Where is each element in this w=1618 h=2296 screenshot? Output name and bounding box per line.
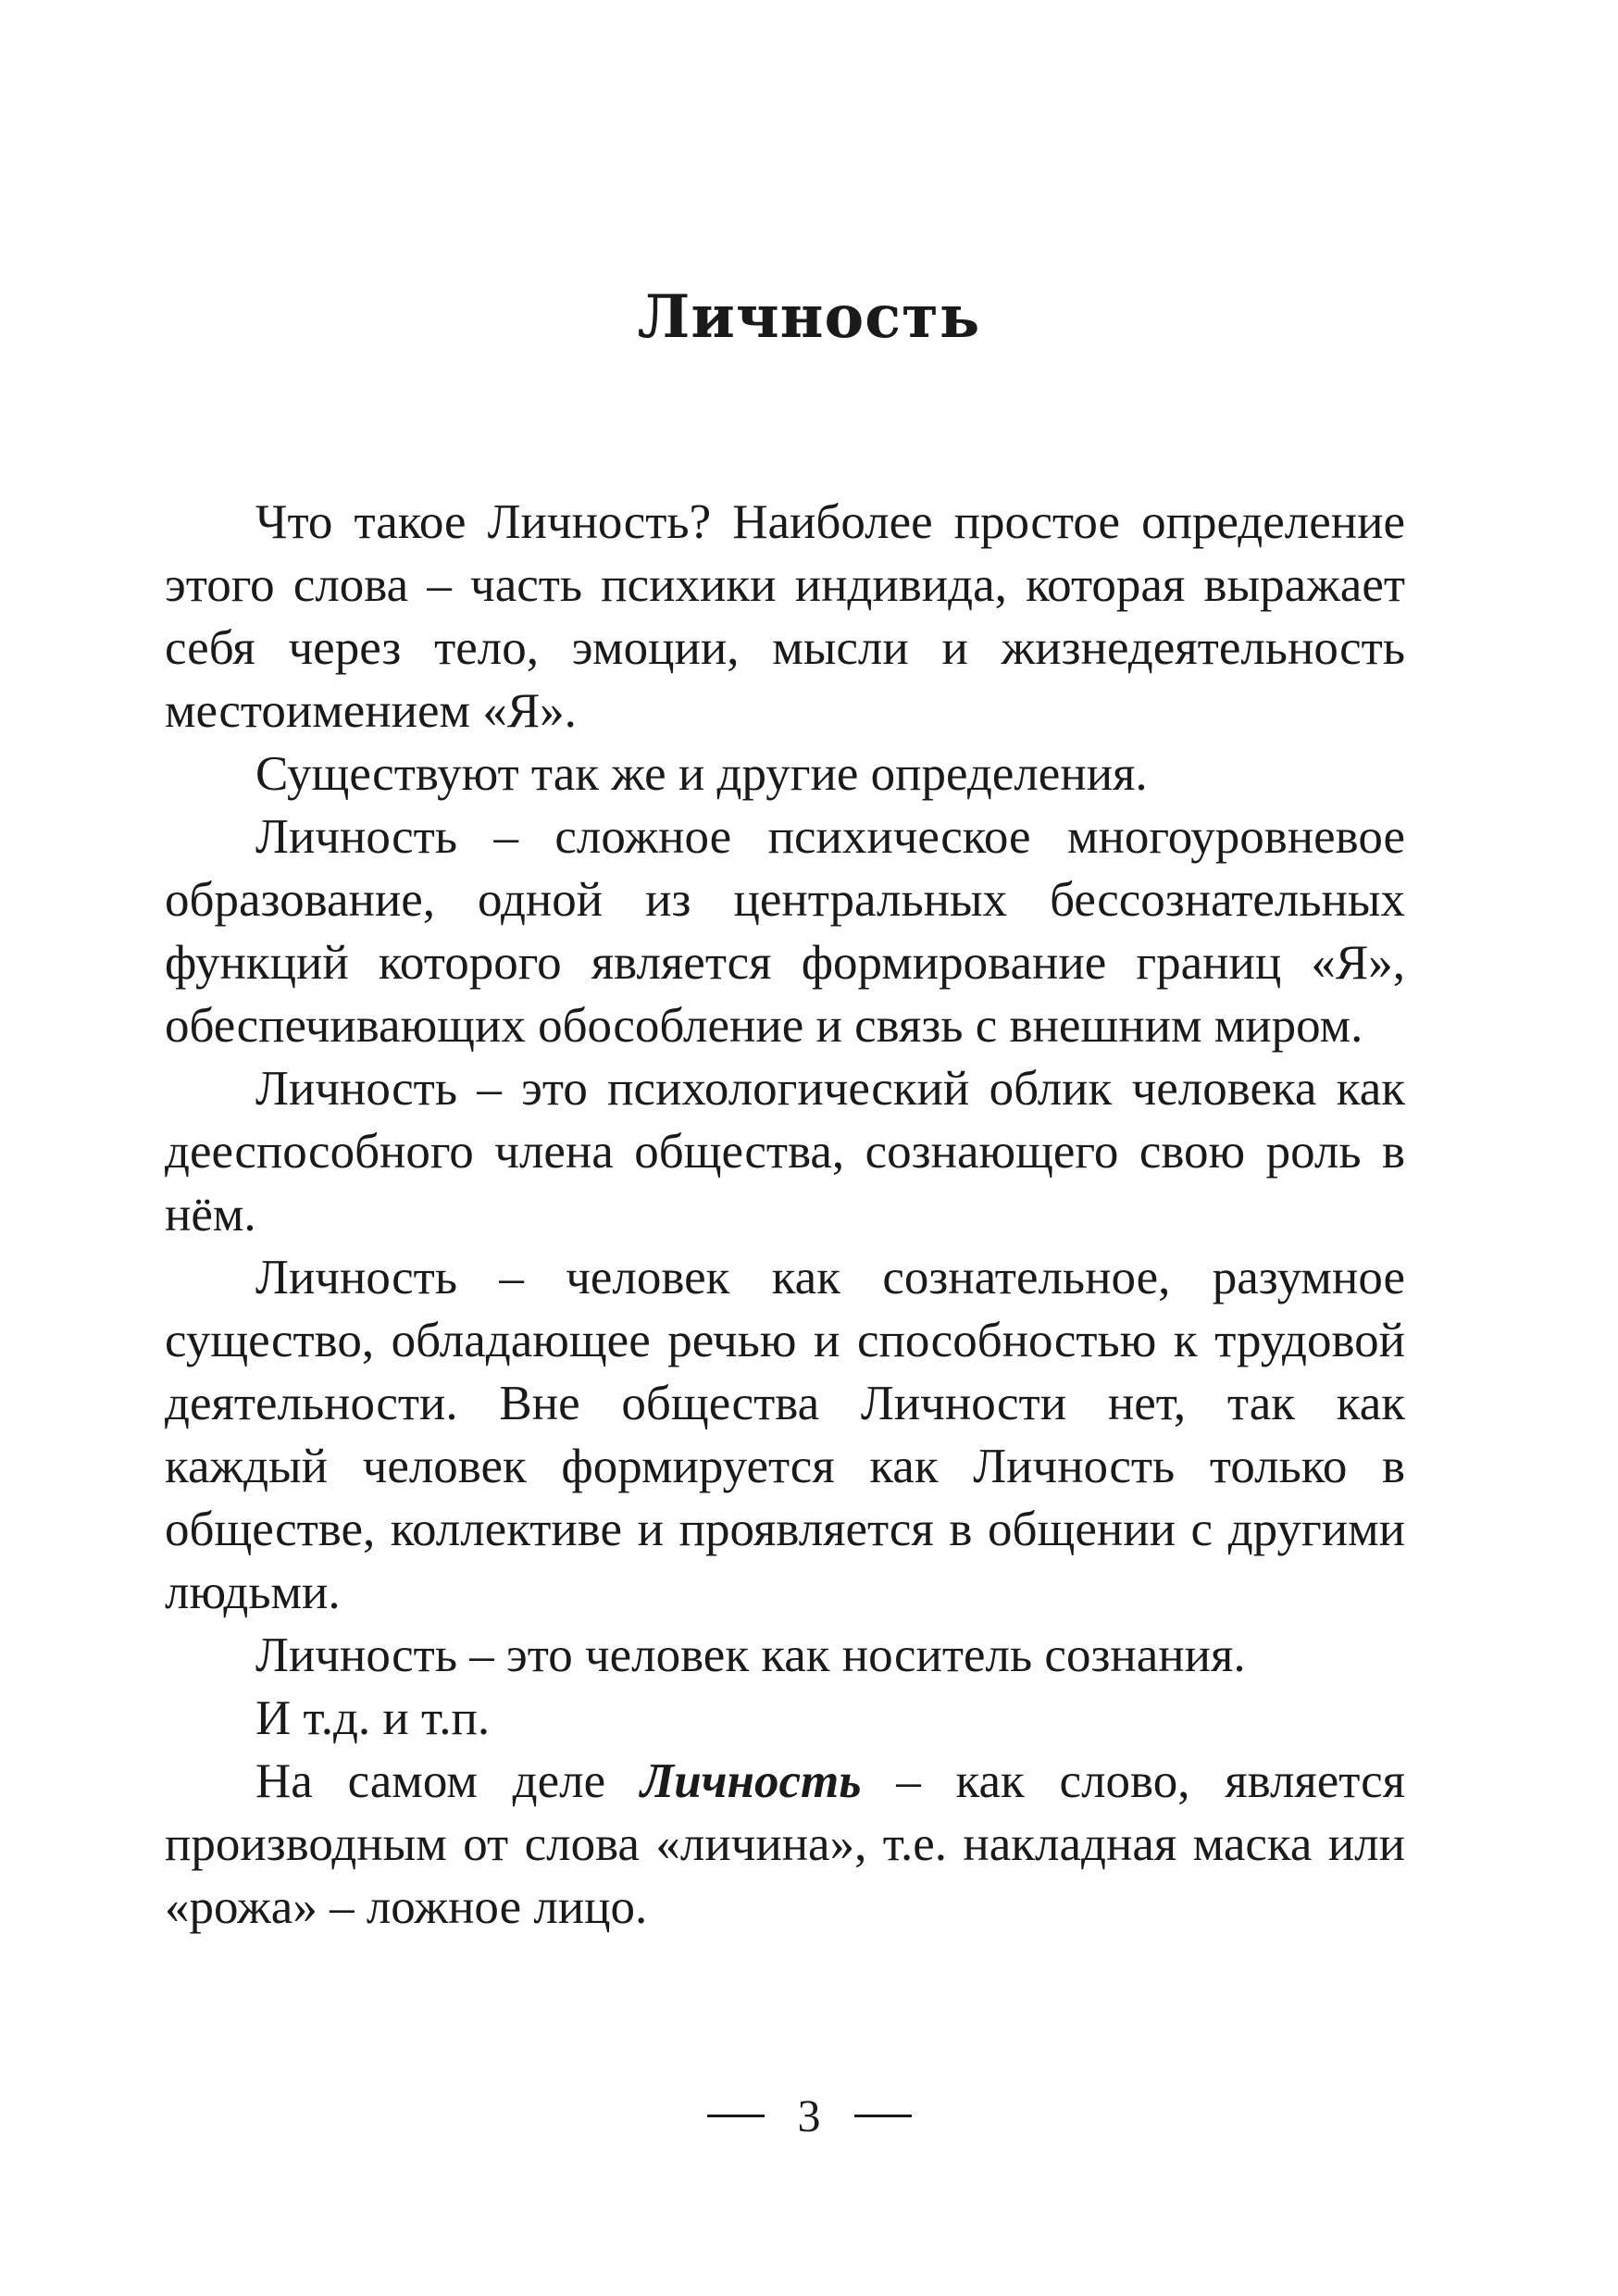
paragraph-final bbox=[165, 1750, 1405, 1939]
page-footer bbox=[0, 2092, 1618, 2139]
paragraph: И т.д. и т.п. bbox=[255, 1691, 491, 1745]
paragraph: Личность – человек как сознательное, разумное существо, обладающее речью и способностью к трудовой деятельности. Вне общества Личности нет, так как каждый человек формируется как Личность только в обществе, коллективе и проявляется в общении с другими людьми. bbox=[165, 1251, 1405, 1619]
paragraph: Личность – сложное психическое многоуровневое образование, одной из центральных бессознательных функций которого является формирование границ «Я», обеспечивающих обособление и связь с внешним миром. bbox=[165, 810, 1405, 1053]
emphasized-term: Личность bbox=[640, 1754, 862, 1808]
paragraph: Личность – это психологический облик человека как дееспособного члена общества, сознающего свою роль в нём. bbox=[165, 1062, 1405, 1242]
footer-dash-right bbox=[854, 2115, 912, 2117]
chapter-title: Личность bbox=[637, 281, 981, 352]
paragraph: Существуют так же и другие определения. bbox=[255, 747, 1148, 801]
chapter-body bbox=[165, 491, 1405, 1939]
paragraph: Личность – это человек как носитель сознания. bbox=[255, 1628, 1246, 1682]
paragraph-final-rest: – как слово, является производным от слова «личина», т.е. накладная маска или «рожа» – ложное лицо. bbox=[165, 1754, 1405, 1934]
footer-dash-left bbox=[707, 2115, 765, 2117]
page-number: 3 bbox=[797, 2090, 821, 2141]
paragraph: Что такое Личность? Наиболее простое определение этого слова – часть психики индивида, которая выражает себя через тело, эмоции, мысли и жизнедеятельность местоимением «Я». bbox=[165, 495, 1405, 738]
paragraph-final-lead: На самом деле bbox=[255, 1754, 641, 1808]
